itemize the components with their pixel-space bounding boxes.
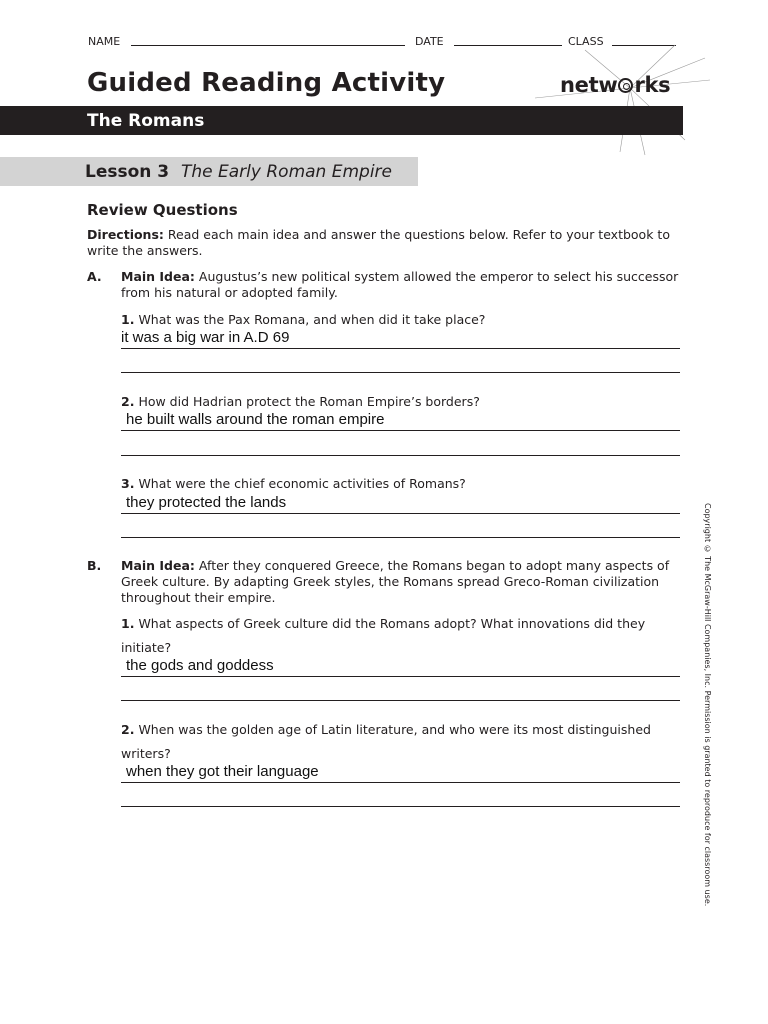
question-text: What were the chief economic activities of Romans? [138,476,466,491]
question-text: What was the Pax Romana, and when did it take place? [138,312,486,327]
section-a-main-idea [121,269,686,301]
question-number: 2. [121,722,135,737]
answer-line [121,348,680,349]
logo-part-1: netw [560,73,618,97]
main-idea-text: Augustus’s new political system allowed the emperor to select his successor from his natural or adopted family. [121,269,679,300]
directions [87,227,677,259]
question-b1 [121,612,681,660]
question-number: 2. [121,394,135,409]
lesson-label: Lesson 3 [85,162,170,182]
main-idea-label: Main Idea: [121,558,195,573]
logo-o-icon [618,78,633,93]
page-title: Guided Reading Activity [87,68,446,98]
section-b-letter: B. [87,558,102,573]
class-label: CLASS [568,35,604,48]
answer-line [121,430,680,431]
question-text: How did Hadrian protect the Roman Empire’s borders? [138,394,480,409]
answer-line [121,455,680,456]
unit-title: The Romans [87,111,205,131]
main-idea-text: After they conquered Greece, the Romans began to adopt many aspects of Greek culture. By adapting Greek styles, the Romans spread Greco-Roman civilization throughout their empire. [121,558,670,605]
review-heading: Review Questions [87,201,238,219]
answer-a2[interactable]: he built walls around the roman empire [126,411,385,428]
main-idea-label: Main Idea: [121,269,195,284]
answer-line [121,782,680,783]
answer-a1[interactable]: it was a big war in A.D 69 [121,329,290,346]
question-number: 3. [121,476,135,491]
copyright-notice: Copyright © The McGraw-Hill Companies, Inc. Permission is granted to reproduce for classroom use. [703,503,712,907]
directions-text: Read each main idea and answer the questions below. Refer to your textbook to write the answers. [87,227,670,258]
answer-line [121,700,680,701]
answer-b1[interactable]: the gods and goddess [126,657,274,674]
starburst-decoration [525,40,715,160]
question-a3 [121,472,681,496]
answer-line [121,513,680,514]
answer-b2[interactable]: when they got their language [126,763,319,780]
question-b2 [121,718,681,766]
question-text: What aspects of Greek culture did the Romans adopt? What innovations did they initiate? [121,616,646,655]
name-label: NAME [88,35,121,48]
answer-a3[interactable]: they protected the lands [126,494,287,511]
directions-label: Directions: [87,227,164,242]
section-b-main-idea [121,558,686,606]
answer-line [121,537,680,538]
logo-part-2: rks [634,73,671,97]
answer-line [121,676,680,677]
date-label: DATE [415,35,444,48]
name-field[interactable] [131,45,405,46]
answer-line [121,806,680,807]
networks-logo [560,73,670,97]
question-number: 1. [121,312,135,327]
lesson-title: The Early Roman Empire [181,162,392,182]
question-text: When was the golden age of Latin literature, and who were its most distinguished writers? [121,722,651,761]
answer-line [121,372,680,373]
section-a-letter: A. [87,269,102,284]
question-number: 1. [121,616,135,631]
